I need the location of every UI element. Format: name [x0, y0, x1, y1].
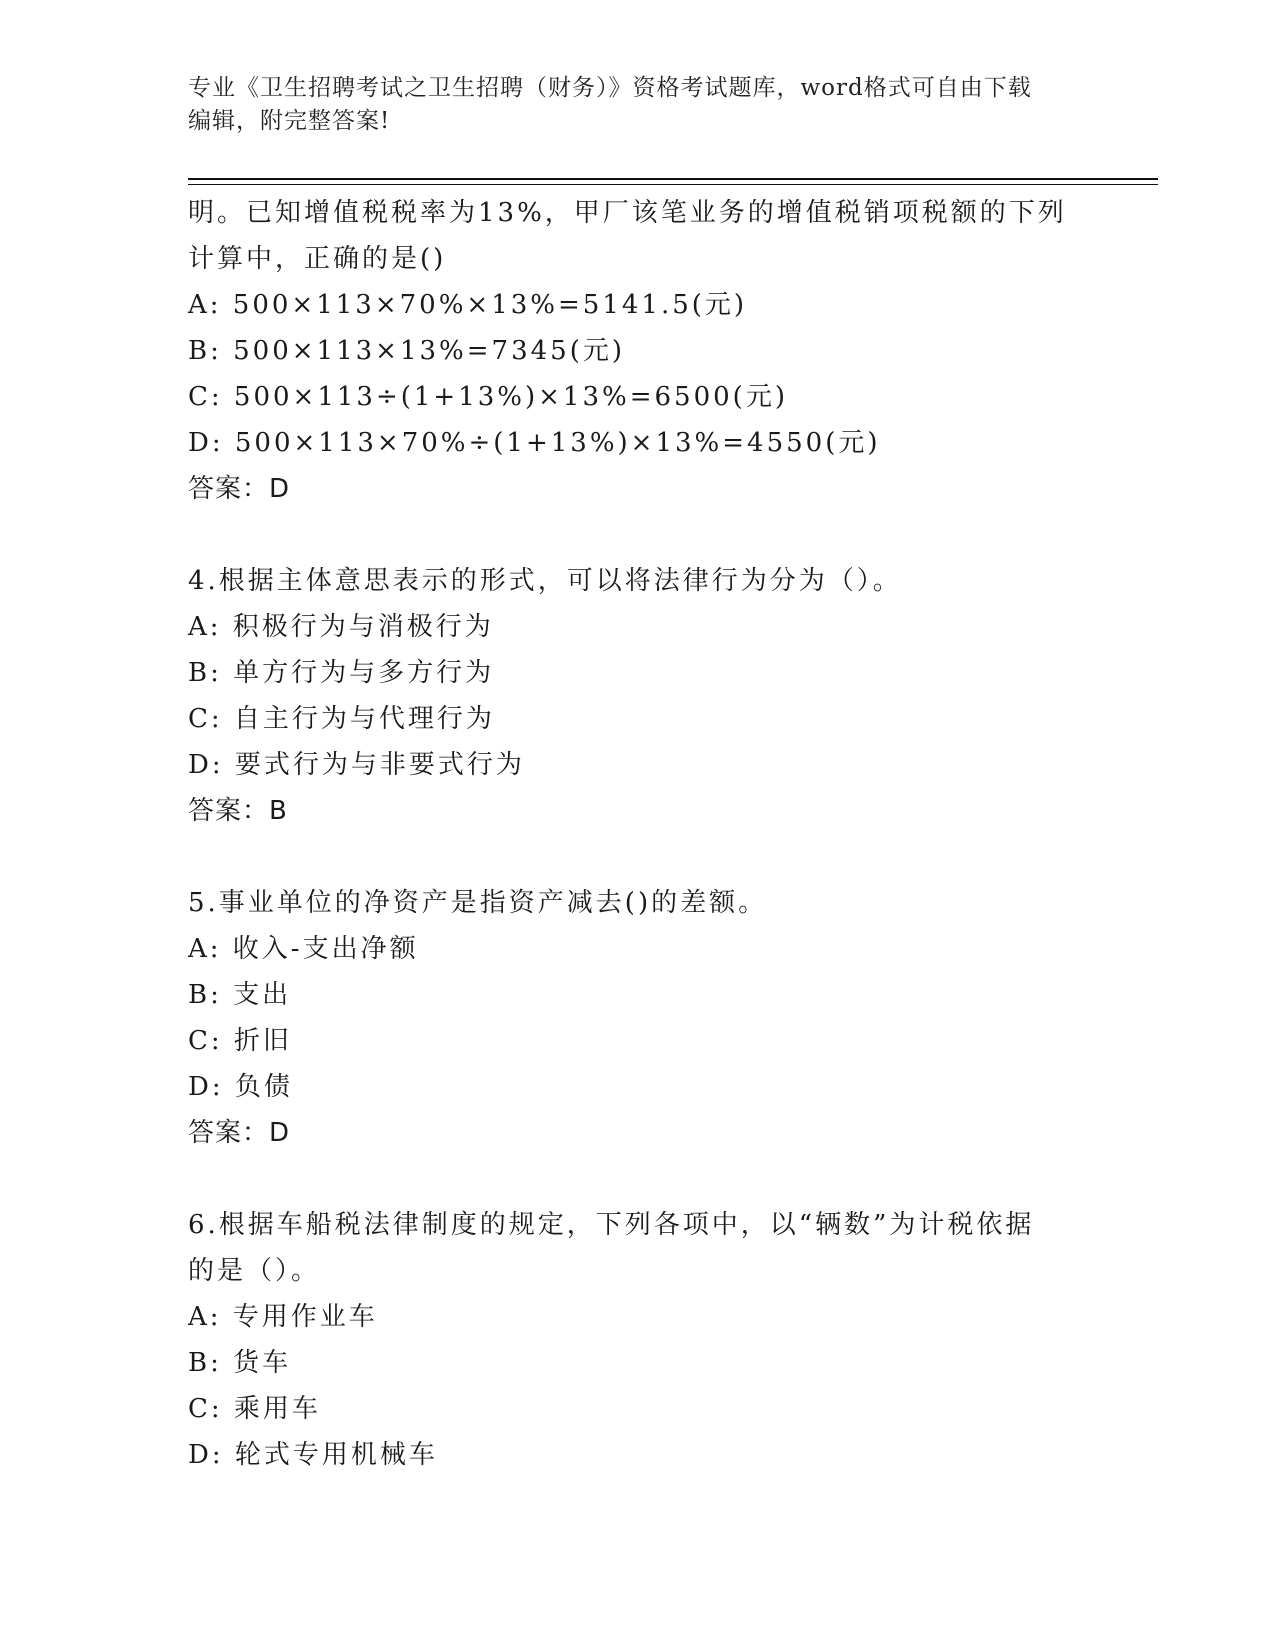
question-text: 的是（）。 [188, 1256, 321, 1286]
spacer [188, 512, 1088, 558]
option-b: B: 支出 [188, 980, 292, 1010]
option-c: C: 乘用车 [188, 1394, 321, 1424]
answer: 答案：D [188, 474, 291, 504]
answer: 答案：D [188, 1118, 291, 1148]
question-text: 5.事业单位的净资产是指资产减去()的差额。 [188, 888, 768, 918]
question-list [188, 190, 1088, 1478]
option-d: D: 500×113×70%÷(1+13%)×13%=4550(元) [188, 428, 881, 458]
option-a: A: 500×113×70%×13%=5141.5(元) [188, 290, 748, 320]
header-divider-thin [188, 184, 1158, 185]
option-c: C: 折旧 [188, 1026, 292, 1056]
header-divider-thick [188, 178, 1158, 180]
spacer [188, 1156, 1088, 1202]
question-text: 明。已知增值税税率为13%，甲厂该笔业务的增值税销项税额的下列 [188, 198, 1067, 228]
option-b: B: 货车 [188, 1348, 292, 1378]
option-a: A: 积极行为与消极行为 [188, 612, 494, 642]
option-a: A: 收入-支出净额 [188, 934, 419, 964]
option-a: A: 专用作业车 [188, 1302, 378, 1332]
option-b: B: 单方行为与多方行为 [188, 658, 495, 688]
spacer [188, 834, 1088, 880]
option-d: D: 轮式专用机械车 [188, 1440, 438, 1470]
question-text: 计算中，正确的是() [188, 244, 447, 274]
option-b: B: 500×113×13%=7345(元) [188, 336, 625, 366]
question-4 [188, 558, 1088, 834]
header-line-2: 编辑，附完整答案! [188, 108, 391, 134]
answer: 答案：B [188, 796, 288, 826]
question-6 [188, 1202, 1088, 1478]
document-header [188, 72, 1078, 138]
header-line-1: 专业《卫生招聘考试之卫生招聘（财务）》资格考试题库，word格式可自由下载 [188, 75, 1032, 101]
question-text: 6.根据车船税法律制度的规定，下列各项中，以“辆数”为计税依据 [188, 1210, 1035, 1240]
option-c: C: 自主行为与代理行为 [188, 704, 495, 734]
question-5 [188, 880, 1088, 1156]
question-text: 4.根据主体意思表示的形式，可以将法律行为分为（）。 [188, 566, 902, 596]
option-d: D: 要式行为与非要式行为 [188, 750, 525, 780]
option-d: D: 负债 [188, 1072, 293, 1102]
question-3 [188, 190, 1088, 512]
option-c: C: 500×113÷(1+13%)×13%=6500(元) [188, 382, 788, 412]
